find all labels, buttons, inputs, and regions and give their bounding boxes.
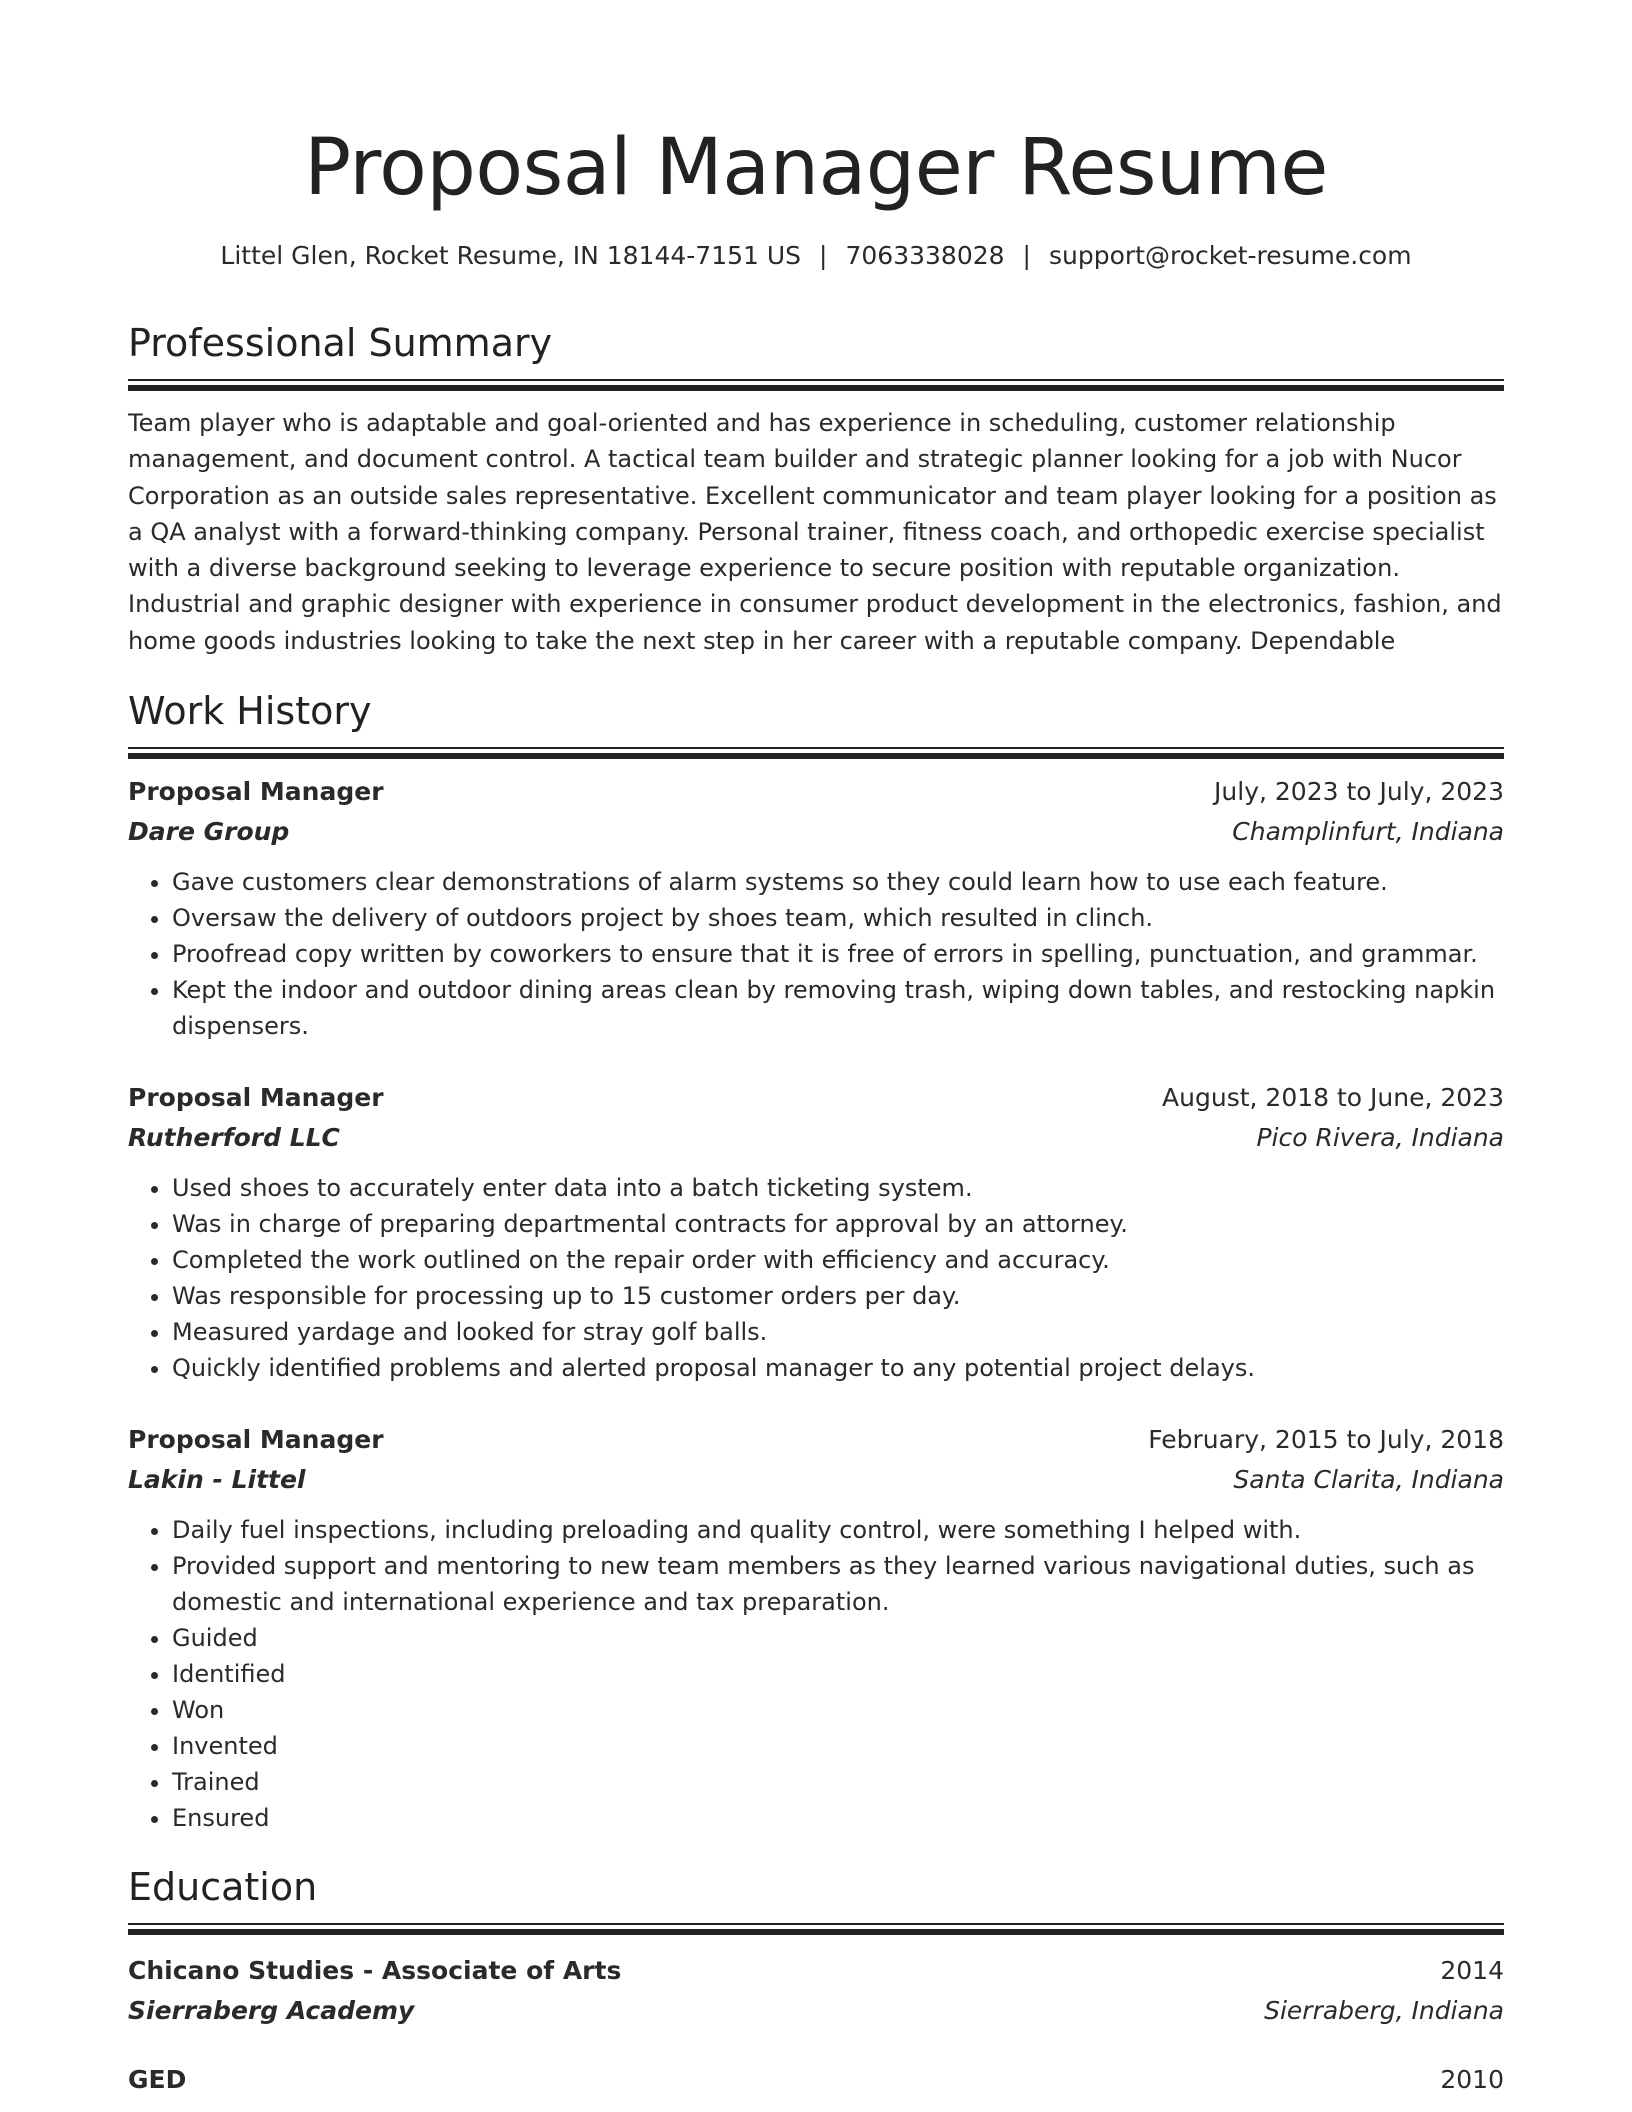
section-divider xyxy=(128,379,1504,391)
job-header xyxy=(128,1420,1504,1460)
list-item: • Trained xyxy=(172,1764,1504,1800)
job-bullets xyxy=(128,1512,1504,1836)
job-bullets xyxy=(128,1170,1504,1386)
list-item: • Completed the work outlined on the repair order with efficiency and accuracy. xyxy=(172,1242,1504,1278)
education-header xyxy=(128,1951,1504,1991)
list-item: • Used shoes to accurately enter data into a batch ticketing system. xyxy=(172,1170,1504,1206)
list-item: • Ensured xyxy=(172,1800,1504,1836)
summary-text: Team player who is adaptable and goal-oriented and has experience in scheduling, customer relationship management, and document control. A tactical team builder and strategic planner looking for a job with Nucor Corporation as an outside sales representative. Excellent communicator and team player looking for a position as a QA analyst with a forward-thinking company. Personal trainer, fitness coach, and orthopedic exercise specialist with a diverse background seeking to leverage experience to secure position with reputable organization. Industrial and graphic designer with experience in consumer product development in the electronics, fashion, and home goods industries looking to take the next step in her career with a reputable company. Dependable xyxy=(128,409,1502,655)
education-year: 2010 xyxy=(1440,2065,1504,2094)
section-heading: Professional Summary xyxy=(128,321,553,365)
section-divider xyxy=(128,747,1504,759)
job-location: Pico Rivera, Indiana xyxy=(1256,1123,1504,1152)
education-section xyxy=(128,1862,1504,1935)
job-entry xyxy=(128,772,1504,1044)
summary-section xyxy=(128,318,1504,659)
job-dates: July, 2023 to July, 2023 xyxy=(1214,777,1504,806)
education-header xyxy=(128,2060,1504,2100)
education-school: Sierraberg Academy xyxy=(128,1996,415,2025)
education-entry xyxy=(128,2060,1504,2100)
job-company: Dare Group xyxy=(128,817,290,846)
job-header xyxy=(128,1078,1504,1118)
list-item: • Was responsible for processing up to 15 customer orders per day. xyxy=(172,1278,1504,1314)
job-entry xyxy=(128,1078,1504,1386)
list-item: • Gave customers clear demonstrations of alarm systems so they could learn how to use each feature. xyxy=(172,864,1504,900)
job-title: Proposal Manager xyxy=(128,1425,384,1454)
list-item: • Invented xyxy=(172,1728,1504,1764)
job-entry xyxy=(128,1420,1504,1836)
job-location: Champlinfurt, Indiana xyxy=(1232,817,1504,846)
education-year: 2014 xyxy=(1440,1956,1504,1985)
list-item: • Daily fuel inspections, including preloading and quality control, were something I helped with. xyxy=(172,1512,1504,1548)
contact-separator: | xyxy=(819,241,828,270)
section-heading: Work History xyxy=(128,689,372,733)
section-divider xyxy=(128,1923,1504,1935)
contact-email[interactable]: support@rocket-resume.com xyxy=(1048,241,1412,270)
list-item: • Was in charge of preparing departmental contracts for approval by an attorney. xyxy=(172,1206,1504,1242)
list-item: • Measured yardage and looked for stray golf balls. xyxy=(172,1314,1504,1350)
job-title: Proposal Manager xyxy=(128,777,384,806)
work-history-section xyxy=(128,686,1504,759)
contact-line xyxy=(128,238,1504,274)
list-item: • Kept the indoor and outdoor dining areas clean by removing trash, wiping down tables, and restocking napkin dispensers. xyxy=(172,972,1504,1044)
list-item: • Proofread copy written by coworkers to ensure that it is free of errors in spelling, punctuation, and grammar. xyxy=(172,936,1504,972)
contact-separator: | xyxy=(1022,241,1031,270)
contact-address: Littel Glen, Rocket Resume, IN 18144-7151 US xyxy=(220,241,802,270)
education-entry xyxy=(128,1951,1504,2031)
job-subheader xyxy=(128,1460,1504,1500)
education-location: Sierraberg, Indiana xyxy=(1264,1996,1504,2025)
list-item: • Won xyxy=(172,1692,1504,1728)
job-dates: February, 2015 to July, 2018 xyxy=(1148,1425,1504,1454)
list-item: • Quickly identified problems and alerted proposal manager to any potential project delays. xyxy=(172,1350,1504,1386)
job-subheader xyxy=(128,812,1504,852)
list-item: • Guided xyxy=(172,1620,1504,1656)
list-item: • Provided support and mentoring to new team members as they learned various navigational duties, such as domestic and international experience and tax preparation. xyxy=(172,1548,1504,1620)
job-dates: August, 2018 to June, 2023 xyxy=(1162,1083,1504,1112)
list-item: • Identified xyxy=(172,1656,1504,1692)
job-location: Santa Clarita, Indiana xyxy=(1233,1465,1504,1494)
contact-phone: 7063338028 xyxy=(845,241,1005,270)
section-heading: Education xyxy=(128,1865,318,1909)
job-bullets xyxy=(128,864,1504,1044)
job-title: Proposal Manager xyxy=(128,1083,384,1112)
education-degree: GED xyxy=(128,2065,187,2094)
resume-title: Proposal Manager Resume xyxy=(304,123,1328,213)
education-subheader xyxy=(128,1991,1504,2031)
education-degree: Chicano Studies - Associate of Arts xyxy=(128,1956,622,1985)
list-item: • Oversaw the delivery of outdoors project by shoes team, which resulted in clinch. xyxy=(172,900,1504,936)
job-header xyxy=(128,772,1504,812)
job-subheader xyxy=(128,1118,1504,1158)
job-company: Lakin - Littel xyxy=(128,1465,306,1494)
job-company: Rutherford LLC xyxy=(128,1123,340,1152)
